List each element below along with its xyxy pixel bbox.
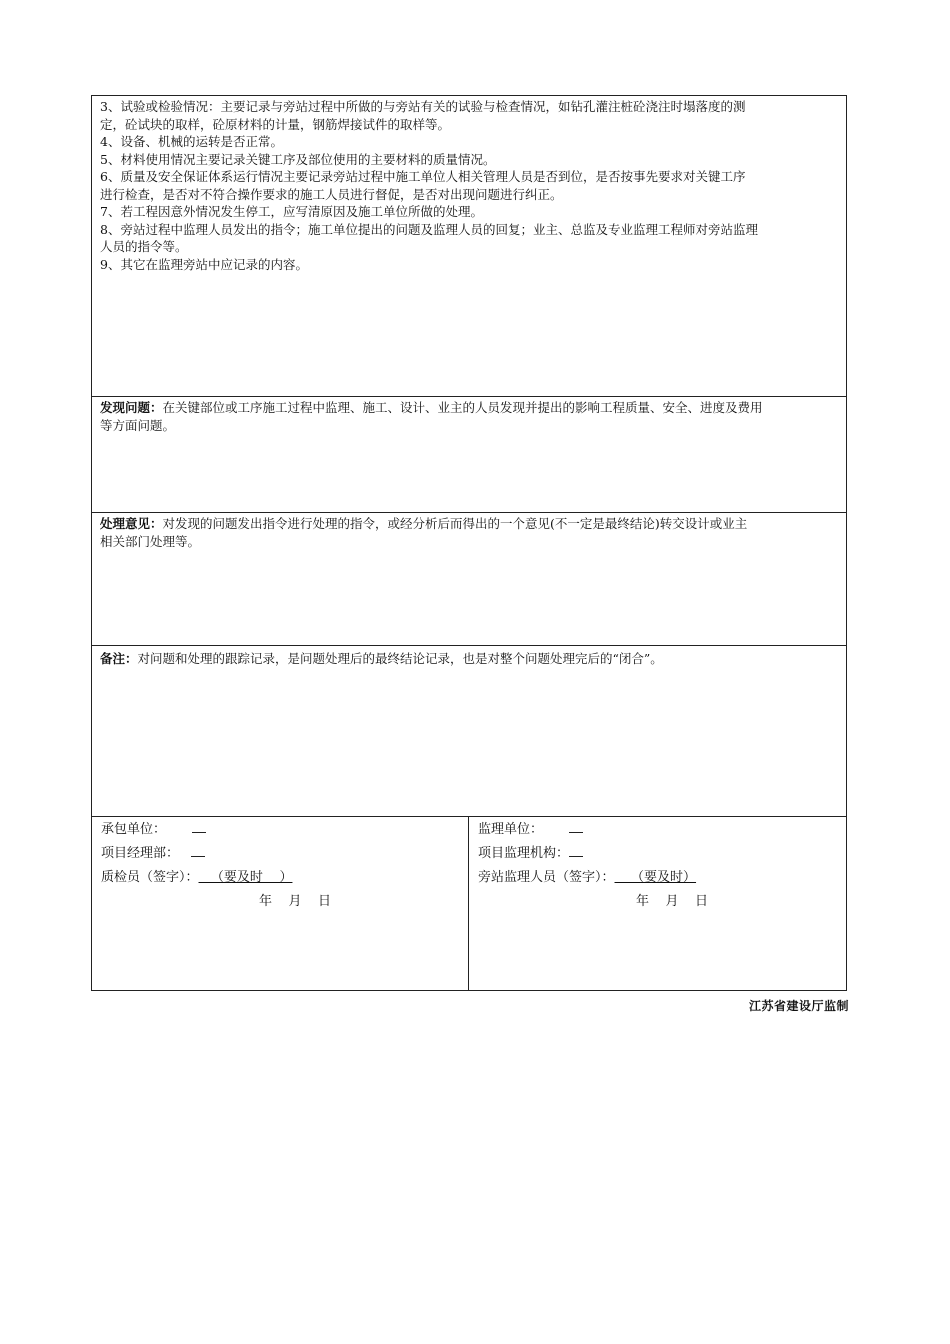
contractor-unit-label: 承包单位： [101,822,167,837]
record-content-section [92,96,846,397]
contractor-date: 年 月 日 [259,894,332,909]
handling-opinion-section [92,513,846,646]
supervisor-org-label: 项目监理机构： [478,846,570,861]
inspector-signature-field[interactable]: （要及时 ） [198,870,293,885]
supervisor-date: 年 月 日 [636,894,709,909]
supervisor-signature-field[interactable]: （要及时） [614,870,697,885]
issues-text: 在关键部位或工序施工过程中监理、施工、设计、业主的人员发现并提出的影响工程质量、安全、进度及费用 [162,400,763,415]
content-line: 人员的指令等。 [100,239,188,254]
issuer-footer: 江苏省建设厅监制 [748,999,849,1013]
content-line: 7、若工程因意外情况发生停工，应写清原因及施工单位所做的处理。 [100,204,483,219]
supervisor-org-field[interactable] [569,843,583,857]
content-line: 进行检查，是否对不符合操作要求的施工人员进行督促，是否对出现问题进行纠正。 [100,186,563,202]
content-line: 3、试验或检验情况：主要记录与旁站过程中所做的与旁站有关的试验与检查情况，如钻孔灌注桩砼浇注时塌落度的测 [100,99,746,114]
remarks-section [92,646,846,817]
content-line: 4、设备、机械的运转是否正常。 [100,134,283,149]
handling-text-cont: 相关部门处理等。 [100,533,201,549]
contractor-unit-field[interactable] [192,819,206,833]
content-line: 6、质量及安全保证体系运行情况主要记录旁站过程中施工单位人相关管理人员是否到位，是否按事先要求对关键工序 [100,169,746,184]
issues-label: 发现问题： [100,400,163,415]
contractor-dept-label: 项目经理部： [101,846,180,861]
content-line: 5、材料使用情况主要记录关键工序及部位使用的主要材料的质量情况。 [100,151,496,167]
content-line: 9、其它在监理旁站中应记录的内容。 [100,256,308,272]
supervisor-unit-label: 监理单位： [478,822,544,837]
contractor-dept-field[interactable] [191,843,205,857]
supervisor-unit-field[interactable] [569,819,583,833]
remarks-text: 对问题和处理的跟踪记录，是问题处理后的最终结论记录，也是对整个问题处理完后的“闭合”。 [137,651,663,666]
signature-area [92,817,846,991]
remarks-label: 备注： [100,651,138,666]
issues-found-section [92,397,846,513]
handling-label: 处理意见： [100,516,163,531]
content-line: 定，砼试块的取样，砼原材料的计量，钢筋焊接试件的取样等。 [100,116,451,132]
handling-text: 对发现的问题发出指令进行处理的指令，或经分析后而得出的一个意见(不一定是最终结论)转交设计或业主 [162,516,748,531]
supervisor-person-label: 旁站监理人员（签字）： [478,870,615,885]
content-line: 8、旁站过程中监理人员发出的指令；施工单位提出的问题及监理人员的回复；业主、总监及专业监理工程师对旁站监理 [100,221,758,237]
contractor-signature-cell [92,817,469,991]
supervisor-signature-cell [469,817,846,991]
inspector-label: 质检员（签字）： [101,870,199,885]
supervision-record-form [91,95,847,991]
issues-text-cont: 等方面问题。 [100,417,176,433]
